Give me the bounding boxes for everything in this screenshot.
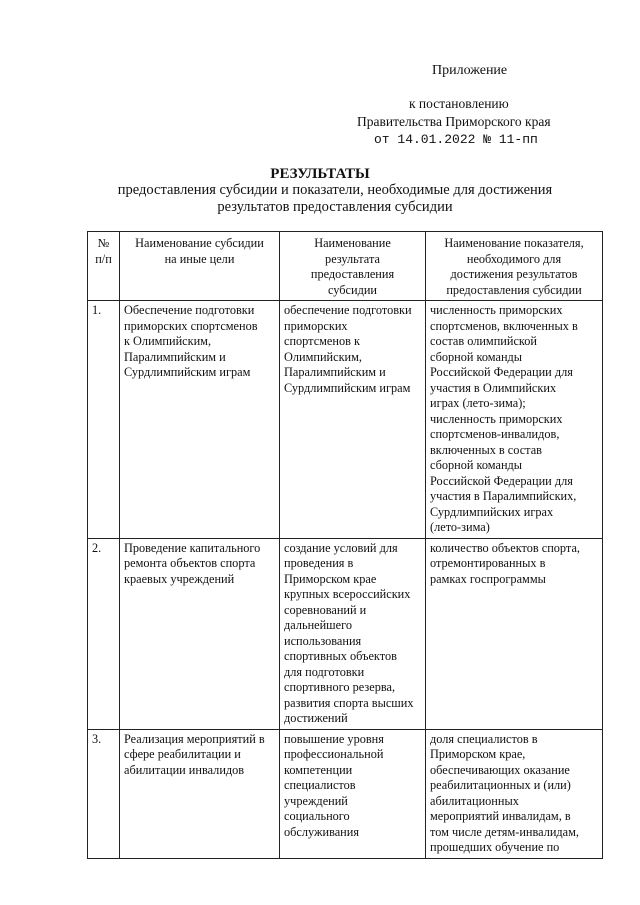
row-indicator: численность приморских спортсменов, включенных в состав олимпийской сборной команды Российской Федерации для участия в Олимпийских играх (лето-зима); численность приморских спортсменов-инвалидов, включенных в состав сборной команды Российской Федерации для участия в Паралимпийских, Сурдлимпийских играх (лето-зима) — [426, 301, 603, 539]
header-subsidy: Наименование субсидии на иные цели — [120, 232, 280, 301]
decree-line-3: от 14.01.2022 № 11-пп — [374, 132, 538, 147]
header-result: Наименование результата предоставления субсидии — [280, 232, 426, 301]
table-row — [88, 301, 603, 539]
document-subtitle: предоставления субсидии и показатели, необходимые для достижения результатов предоставления субсидии — [117, 182, 553, 215]
row-subsidy: Проведение капитального ремонта объектов спорта краевых учреждений — [120, 538, 280, 729]
row-result: создание условий для проведения в Приморском крае крупных всероссийских соревнований и дальнейшего использования спортивных объектов для подготовки спортивного резерва, развития спорта высших достижений — [280, 538, 426, 729]
decree-line-1: к постановлению — [409, 96, 509, 111]
row-indicator: количество объектов спорта, отремонтированных в рамках госпрограммы — [426, 538, 603, 729]
row-num: 1. — [88, 301, 120, 539]
table-row — [88, 729, 603, 858]
row-num: 3. — [88, 729, 120, 858]
table-header-row — [88, 232, 603, 301]
row-result: повышение уровня профессиональной компетенции специалистов учреждений социального обслуживания — [280, 729, 426, 858]
results-table — [87, 231, 603, 859]
row-result: обеспечение подготовки приморских спортсменов к Олимпийским, Паралимпийским и Сурдлимпийским играм — [280, 301, 426, 539]
decree-reference — [357, 95, 617, 149]
row-num: 2. — [88, 538, 120, 729]
row-subsidy: Реализация мероприятий в сфере реабилитации и абилитации инвалидов — [120, 729, 280, 858]
header-num: № п/п — [88, 232, 120, 301]
table-row — [88, 538, 603, 729]
document-title: РЕЗУЛЬТАТЫ — [270, 166, 370, 182]
decree-line-2: Правительства Приморского края — [357, 114, 551, 129]
row-subsidy: Обеспечение подготовки приморских спортсменов к Олимпийским, Паралимпийским и Сурдлимпийским играм — [120, 301, 280, 539]
header-indicator: Наименование показателя, необходимого для достижения результатов предоставления субсидии — [426, 232, 603, 301]
appendix-label: Приложение — [432, 63, 508, 78]
row-indicator: доля специалистов в Приморском крае, обеспечивающих оказание реабилитационных и (или) абилитационных мероприятий инвалидам, в том числе детям-инвалидам, прошедших обучение по — [426, 729, 603, 858]
